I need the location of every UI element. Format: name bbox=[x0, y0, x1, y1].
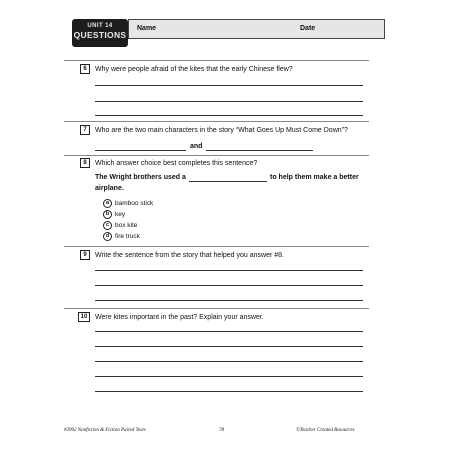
choice-a[interactable] bbox=[103, 199, 153, 208]
name-date-bar bbox=[128, 19, 385, 39]
question-number: 9 bbox=[80, 250, 90, 260]
answer-line[interactable] bbox=[95, 361, 363, 362]
choice-d[interactable] bbox=[103, 232, 140, 241]
question-number: 10 bbox=[78, 312, 90, 322]
answer-blank[interactable] bbox=[95, 150, 186, 151]
answer-line[interactable] bbox=[95, 101, 363, 102]
answer-line[interactable] bbox=[95, 85, 363, 86]
footer-publisher: ©Teacher Created Resources bbox=[296, 428, 355, 433]
question-text: Which answer choice best completes this sentence? bbox=[95, 160, 258, 167]
choice-text: box kite bbox=[115, 222, 138, 230]
question-text: Why were people afraid of the kites that the early Chinese flew? bbox=[95, 66, 293, 73]
separator bbox=[64, 308, 369, 309]
answer-line[interactable] bbox=[95, 300, 363, 301]
choice-b[interactable] bbox=[103, 210, 125, 219]
separator bbox=[64, 246, 369, 247]
question-number: 6 bbox=[80, 64, 90, 74]
sentence-part-2: to help them make a better bbox=[270, 174, 359, 181]
separator bbox=[64, 155, 369, 156]
choice-letter: d bbox=[103, 232, 112, 241]
answer-line[interactable] bbox=[95, 115, 363, 116]
separator bbox=[64, 60, 369, 61]
question-text: Were kites important in the past? Explain your answer. bbox=[95, 314, 264, 321]
page-number: 78 bbox=[219, 428, 224, 433]
choice-text: fire truck bbox=[115, 233, 140, 241]
sentence-part-3: airplane. bbox=[95, 185, 124, 192]
separator bbox=[64, 121, 369, 122]
choice-letter: a bbox=[103, 199, 112, 208]
name-label: Name bbox=[137, 25, 157, 32]
question-number: 8 bbox=[80, 158, 90, 168]
choice-text: key bbox=[115, 211, 126, 219]
choice-c[interactable] bbox=[103, 221, 137, 230]
answer-line[interactable] bbox=[95, 346, 363, 347]
date-label: Date bbox=[300, 25, 316, 32]
answer-line[interactable] bbox=[95, 270, 363, 271]
question-text: Write the sentence from the story that helped you answer #8. bbox=[95, 252, 284, 259]
choice-text: bamboo stick bbox=[115, 200, 154, 208]
section-title: QUESTIONS bbox=[73, 30, 127, 40]
question-number: 7 bbox=[80, 125, 90, 135]
sentence-part-1: The Wright brothers used a bbox=[95, 174, 186, 181]
choice-letter: b bbox=[103, 210, 112, 219]
choice-letter: c bbox=[103, 221, 112, 230]
answer-blank[interactable] bbox=[206, 150, 313, 151]
answer-line[interactable] bbox=[95, 285, 363, 286]
footer-book-title: #3992 Nonfiction & Fiction Paired Texts bbox=[64, 428, 146, 433]
answer-line[interactable] bbox=[95, 331, 363, 332]
question-text: Who are the two main characters in the story “What Goes Up Must Come Down”? bbox=[95, 127, 348, 134]
and-connector: and bbox=[190, 143, 203, 150]
unit-badge bbox=[72, 19, 128, 47]
unit-label: UNIT 14 bbox=[87, 23, 113, 29]
answer-line[interactable] bbox=[95, 391, 363, 392]
answer-line[interactable] bbox=[95, 376, 363, 377]
sentence-blank[interactable] bbox=[189, 181, 267, 182]
